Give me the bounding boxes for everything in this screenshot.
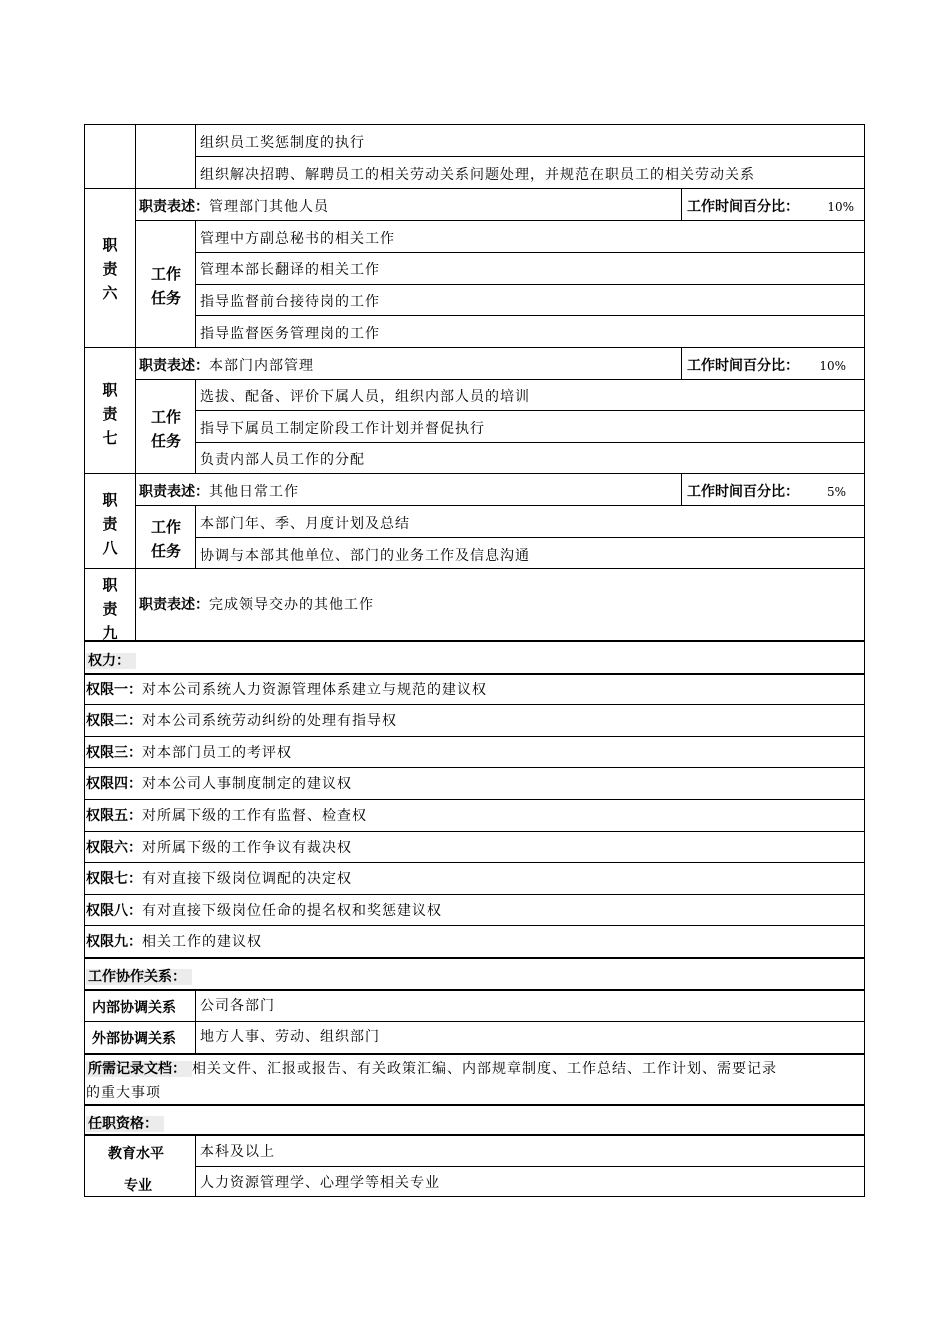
task-row: 组织解决招聘、解聘员工的相关劳动关系问题处理，并规范在职员工的相关劳动关系 — [200, 167, 755, 183]
duty-label: 职责九 — [102, 576, 118, 642]
task-row: 指导监督前台接待岗的工作 — [200, 294, 380, 310]
major-value: 人力资源管理学、心理学等相关专业 — [200, 1175, 440, 1191]
task-row: 指导监督医务管理岗的工作 — [200, 326, 380, 342]
authority-item: 权限一：对本公司系统人力资源管理体系建立与规范的建议权 — [86, 682, 487, 698]
authority-item: 权限五：对所属下级的工作有监督、检查权 — [86, 808, 367, 824]
major-label: 专业 — [124, 1178, 152, 1194]
education-value: 本科及以上 — [200, 1144, 275, 1160]
section-heading-cooperation: 工作协作关系： — [86, 968, 192, 986]
authority-item: 权限八：有对直接下级岗位任命的提名权和奖惩建议权 — [86, 903, 442, 919]
authority-item: 权限七：有对直接下级岗位调配的决定权 — [86, 871, 352, 887]
duty-label: 职责八 — [102, 491, 118, 557]
internal-coordination-value: 公司各部门 — [200, 998, 275, 1014]
task-row: 组织员工奖惩制度的执行 — [200, 135, 365, 151]
task-row: 本部门年、季、月度计划及总结 — [200, 516, 410, 532]
authority-item: 权限三：对本部门员工的考评权 — [86, 745, 292, 761]
education-label: 教育水平 — [108, 1146, 164, 1162]
task-label: 工作任务 — [150, 265, 181, 307]
task-row: 管理本部长翻译的相关工作 — [200, 262, 380, 278]
task-row: 选拔、配备、评价下属人员，组织内部人员的培训 — [200, 389, 530, 405]
duty-description: 职责表述：管理部门其他人员 — [139, 199, 329, 215]
section-heading-authority: 权力： — [86, 652, 136, 670]
task-row: 管理中方副总秘书的相关工作 — [200, 231, 395, 247]
time-percent-label: 工作时间百分比： — [687, 358, 799, 374]
task-row: 协调与本部其他单位、部门的业务工作及信息沟通 — [200, 548, 530, 564]
task-label: 工作任务 — [150, 518, 181, 560]
section-heading-qualification: 任职资格： — [86, 1115, 164, 1133]
duty-description: 职责表述：完成领导交办的其他工作 — [139, 597, 374, 613]
time-percent-label: 工作时间百分比： — [687, 199, 799, 215]
internal-coordination-label: 内部协调关系 — [92, 1000, 176, 1016]
time-percent-value: 10% — [819, 359, 846, 373]
task-row: 指导下属员工制定阶段工作计划并督促执行 — [200, 421, 485, 437]
task-row: 负责内部人员工作的分配 — [200, 452, 365, 468]
duty-description: 职责表述：其他日常工作 — [139, 484, 299, 500]
task-label: 工作任务 — [150, 408, 181, 450]
external-coordination-value: 地方人事、劳动、组织部门 — [200, 1029, 380, 1045]
external-coordination-label: 外部协调关系 — [92, 1031, 176, 1047]
time-percent-value: 10% — [827, 200, 854, 214]
authority-item: 权限九：相关工作的建议权 — [86, 934, 262, 950]
duty-label: 职责七 — [102, 381, 118, 447]
duty-description: 职责表述：本部门内部管理 — [139, 358, 314, 374]
records-line-2: 的重大事项 — [86, 1085, 161, 1101]
duty-label: 职责六 — [102, 236, 118, 302]
authority-item: 权限四：对本公司人事制度制定的建议权 — [86, 776, 352, 792]
authority-item: 权限二：对本公司系统劳动纠纷的处理有指导权 — [86, 713, 397, 729]
time-percent-label: 工作时间百分比： — [687, 484, 799, 500]
authority-item: 权限六：对所属下级的工作争议有裁决权 — [86, 840, 352, 856]
time-percent-value: 5% — [826, 485, 846, 499]
records-line-1: 所需记录文档： 相关文件、汇报或报告、有关政策汇编、内部规章制度、工作总结、工作计划、需要记录 — [88, 1061, 777, 1077]
